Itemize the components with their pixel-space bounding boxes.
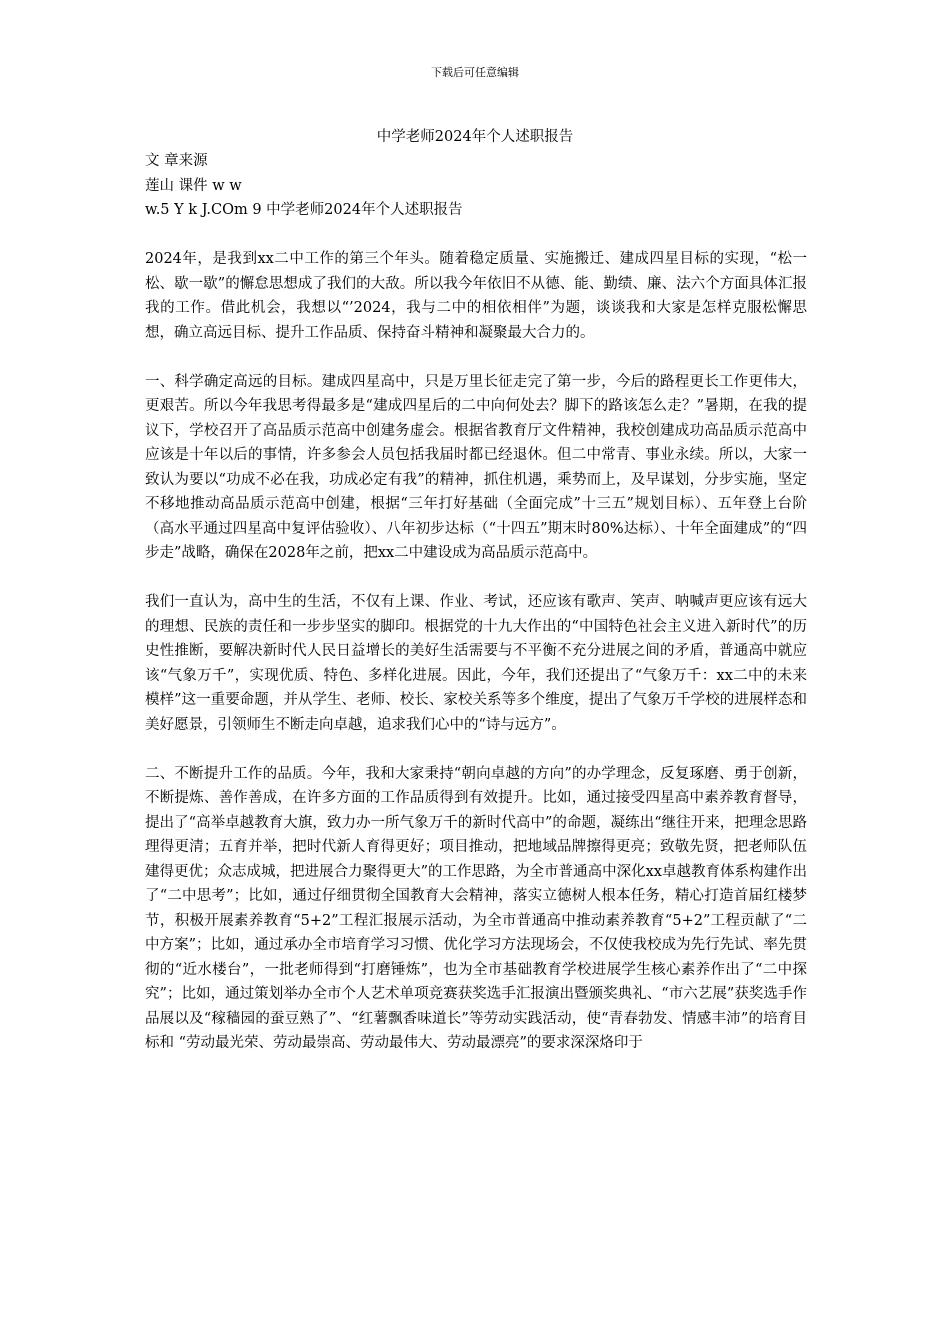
source-line-3: w.5 Y k J.COm 9 中学老师2024年个人述职报告 [145,202,463,218]
source-line-1: 文 章来源 [145,153,208,169]
paragraph-section-two: 二、不断提升工作的品质。今年，我和大家秉持“朝向卓越的方向”的办学理念，反复琢磨、勇于创新，不断提炼、善作善成，在许多方面的工作品质得到有效提升。比如，通过接受四星高中素养教育督导，提出了“高举卓越教育大旗，致力办一所气象万千的新时代高中”的命题，凝练出“继往开来，把理念思路理得更清；五育并举，把时代新人育得更好；项目推动，把地域品牌擦得更亮；致敬先贤，把老师队伍建得更优；众志成城，把进展合力聚得更大”的工作思路，为全市普通高中深化xx卓越教育体系构建作出了“二中思考”；比如，通过仔细贯彻全国教育大会精神，落实立德树人根本任务，精心打造首届红楼梦节，积极开展素养教育“5+2”工程汇报展示活动，为全市普通高中推动素养教育“5+2”工程贡献了“二中方案”；比如，通过承办全市培育学习习惯、优化学习方法现场会，不仅使我校成为先行先试、率先贯彻的“近水楼台”，一批老师得到“打磨锤炼”，也为全市基础教育学校进展学生核心素养作出了“二中探究”；比如，通过策划举办全市个人艺术单项竞赛获奖选手汇报演出暨颁奖典礼、“市六艺展”获奖选手作品展以及“稼穑园的蚕豆熟了”、“红薯飘香味道长”等劳动实践活动，使“青春勃发、情感丰沛”的培育目标和 “劳动最光荣、劳动最崇高、劳动最伟大、劳动最漂亮”的要求深深烙印于 [145,765,807,1051]
source-line-2: 莲山 课件 w w [145,177,242,194]
document-title: 中学老师2024年个人述职报告 [376,129,574,145]
paragraph-intro: 2024年，是我到xx二中工作的第三个年头。随着稳定质量、实施搬迁、建成四星目标的实现，“松一松、歇一歇”的懈怠思想成了我们的大敌。所以我今年依旧不从德、能、勤绩、廉、法六个方面具体汇报我的工作。借此机会，我想以“’2024，我与二中的相依相伴”为题，谈谈我和大家是怎样克服松懈思想，确立高远目标、提升工作品质、保持奋斗精神和凝聚最大合力的。 [145,251,807,341]
paragraph-gap [145,223,807,248]
paragraph-gap [145,345,807,370]
paragraph-gap [145,566,807,591]
document-body [145,149,807,1056]
paragraph-gap [145,737,807,762]
paragraph-section-one: 一、科学确定高远的目标。建成四星高中，只是万里长征走完了第一步，今后的路程更长工作更伟大，更艰苦。所以今年我思考得最多是“建成四星后的二中向何处去？脚下的路该怎么走？”暑期，在我的提议下，学校召开了高品质示范高中创建务虚会。根据省教育厅文件精神，我校创建成功高品质示范高中应该是十年以后的事情，许多参会人员包括我届时都已经退休。但二中常青、事业永续。所以，大家一致认为要以“功成不必在我，功成必定有我”的精神，抓住机遇，乘势而上，及早谋划，分步实施，坚定不移地推动高品质示范高中创建，根据“三年打好基础（全面完成”十三五”规划目标）、五年登上台阶（高水平通过四星高中复评估验收）、八年初步达标（“十四五”期末时80%达标）、十年全面建成”的“四步走”战略，确保在2028年之前，把xx二中建设成为高品质示范高中。 [145,373,807,561]
header-note: 下载后可任意编辑 [431,66,519,79]
paragraph-student-life: 我们一直认为，高中生的生活，不仅有上课、作业、考试，还应该有歌声、笑声、呐喊声更应该有远大的理想、民族的责任和一步步坚实的脚印。根据党的十九大作出的“中国特色社会主义进入新时代”的历史性推断，要解决新时代人民日益增长的美好生活需要与不平衡不充分进展之间的矛盾，普通高中就应该“气象万千”，实现优质、特色、多样化进展。因此，今年，我们还提出了“气象万千：xx二中的未来模样”这一重要命题，并从学生、老师、校长、家校关系等多个维度，提出了气象万千学校的进展样态和美好愿景，引领师生不断走向卓越，追求我们心中的“诗与远方”。 [145,594,807,733]
